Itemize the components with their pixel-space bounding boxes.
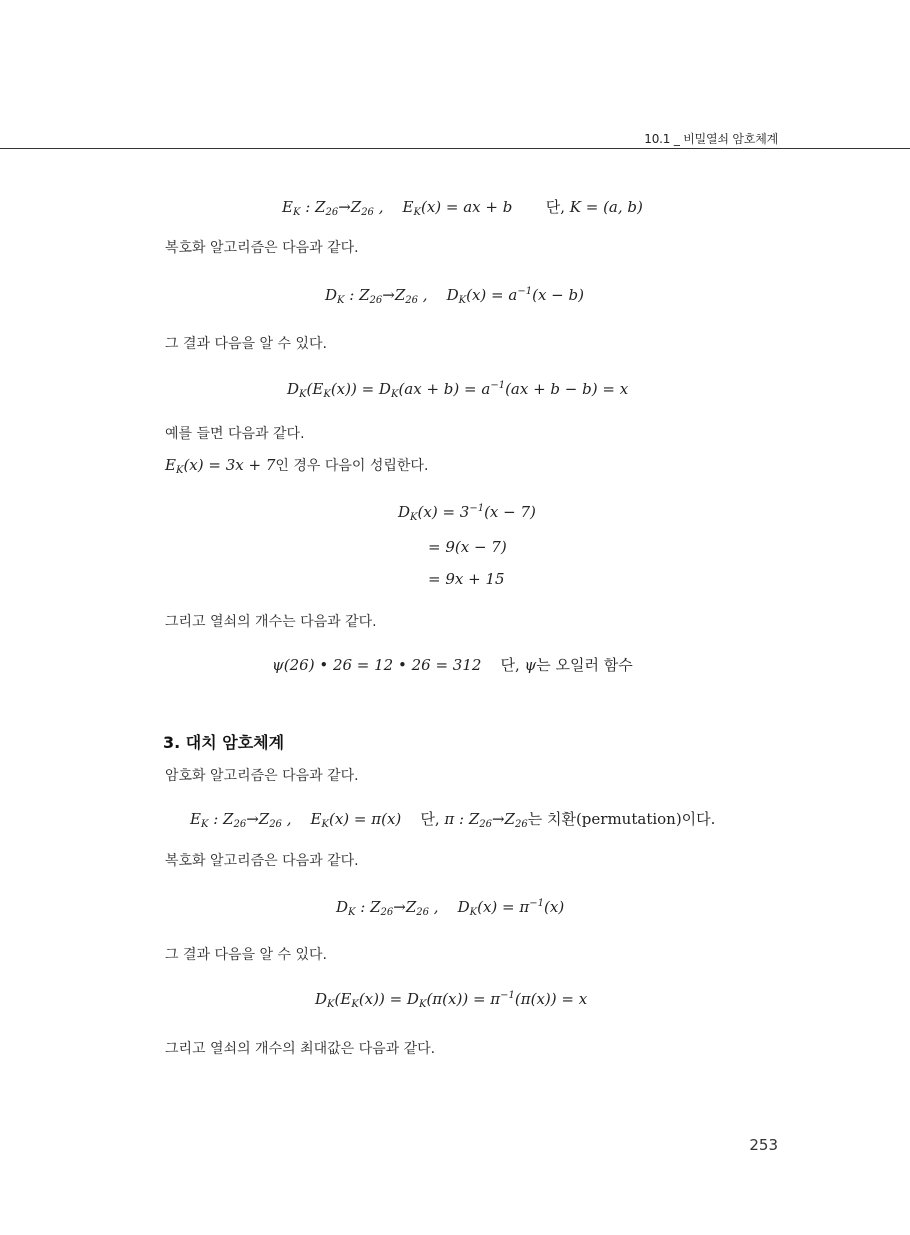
equation-decrypt-substitution: $D_K$ : $Z_{26}\to Z_{26}$ , $D_K(x) = \pi^{-1}(x)$	[336, 898, 565, 918]
equation-encrypt-substitution: $E_K$ : $Z_{26}\to Z_{26}$ , $E_K(x) = \pi(x)$ 단, π : $Z_{26}\to Z_{26}$는 치환(permutation)이다.	[190, 810, 716, 830]
equation-decrypt-affine: $D_K$ : $Z_{26}\to Z_{26}$ , $D_K(x) = a^{-1}(x - b)$	[325, 286, 584, 306]
example-intro-text: 예를 들면 다음과 같다.	[165, 426, 305, 442]
equation-encrypt-affine: $E_K$ : $Z_{26}\to Z_{26}$ , $E_K(x)$ = ax + b 단, K = (a, b)	[282, 198, 643, 218]
equation-compose-substitution: $D_K(E_K(x)) = D_K(\pi(x)) = \pi^{-1}(\pi(x)) = x$	[315, 990, 588, 1010]
encrypt-intro-text: 암호화 알고리즘은 다음과 같다.	[165, 768, 359, 784]
decrypt-intro-text-2: 복호화 알고리즘은 다음과 같다.	[165, 853, 359, 869]
equation-compose-affine: $D_K(E_K(x)) = D_K(ax + b) = a^{-1}(ax + b - b) = x$	[287, 380, 629, 400]
equation-example-step-3: = 9x + 15	[428, 570, 505, 588]
example-statement	[165, 455, 428, 476]
section-heading: 3. 대치 암호체계	[163, 733, 285, 752]
keycount-max-intro-text: 그리고 열쇠의 개수의 최대값은 다음과 같다.	[165, 1041, 436, 1057]
keycount-intro-text: 그리고 열쇠의 개수는 다음과 같다.	[165, 614, 377, 630]
equation-example-step-1: $D_K(x) = 3^{-1}(x - 7)$	[398, 503, 536, 523]
result-intro-text: 그 결과 다음을 알 수 있다.	[165, 336, 327, 352]
header-rule	[0, 148, 910, 149]
result-intro-text-2: 그 결과 다음을 알 수 있다.	[165, 947, 327, 963]
page-number: 253	[749, 1136, 778, 1154]
running-header: 10.1 _ 비밀열쇠 암호체계	[644, 132, 778, 146]
equation-example-step-2: = 9(x − 7)	[428, 538, 507, 556]
equation-key-count: ψ(26) • 26 = 12 • 26 = 312 단, ψ는 오일러 함수	[272, 656, 633, 674]
example-tail-text: 인 경우 다음이 성립한다.	[275, 458, 429, 474]
decrypt-intro-text: 복호화 알고리즘은 다음과 같다.	[165, 240, 359, 256]
example-equation: $E_K(x) = 3x + 7$	[165, 456, 276, 476]
